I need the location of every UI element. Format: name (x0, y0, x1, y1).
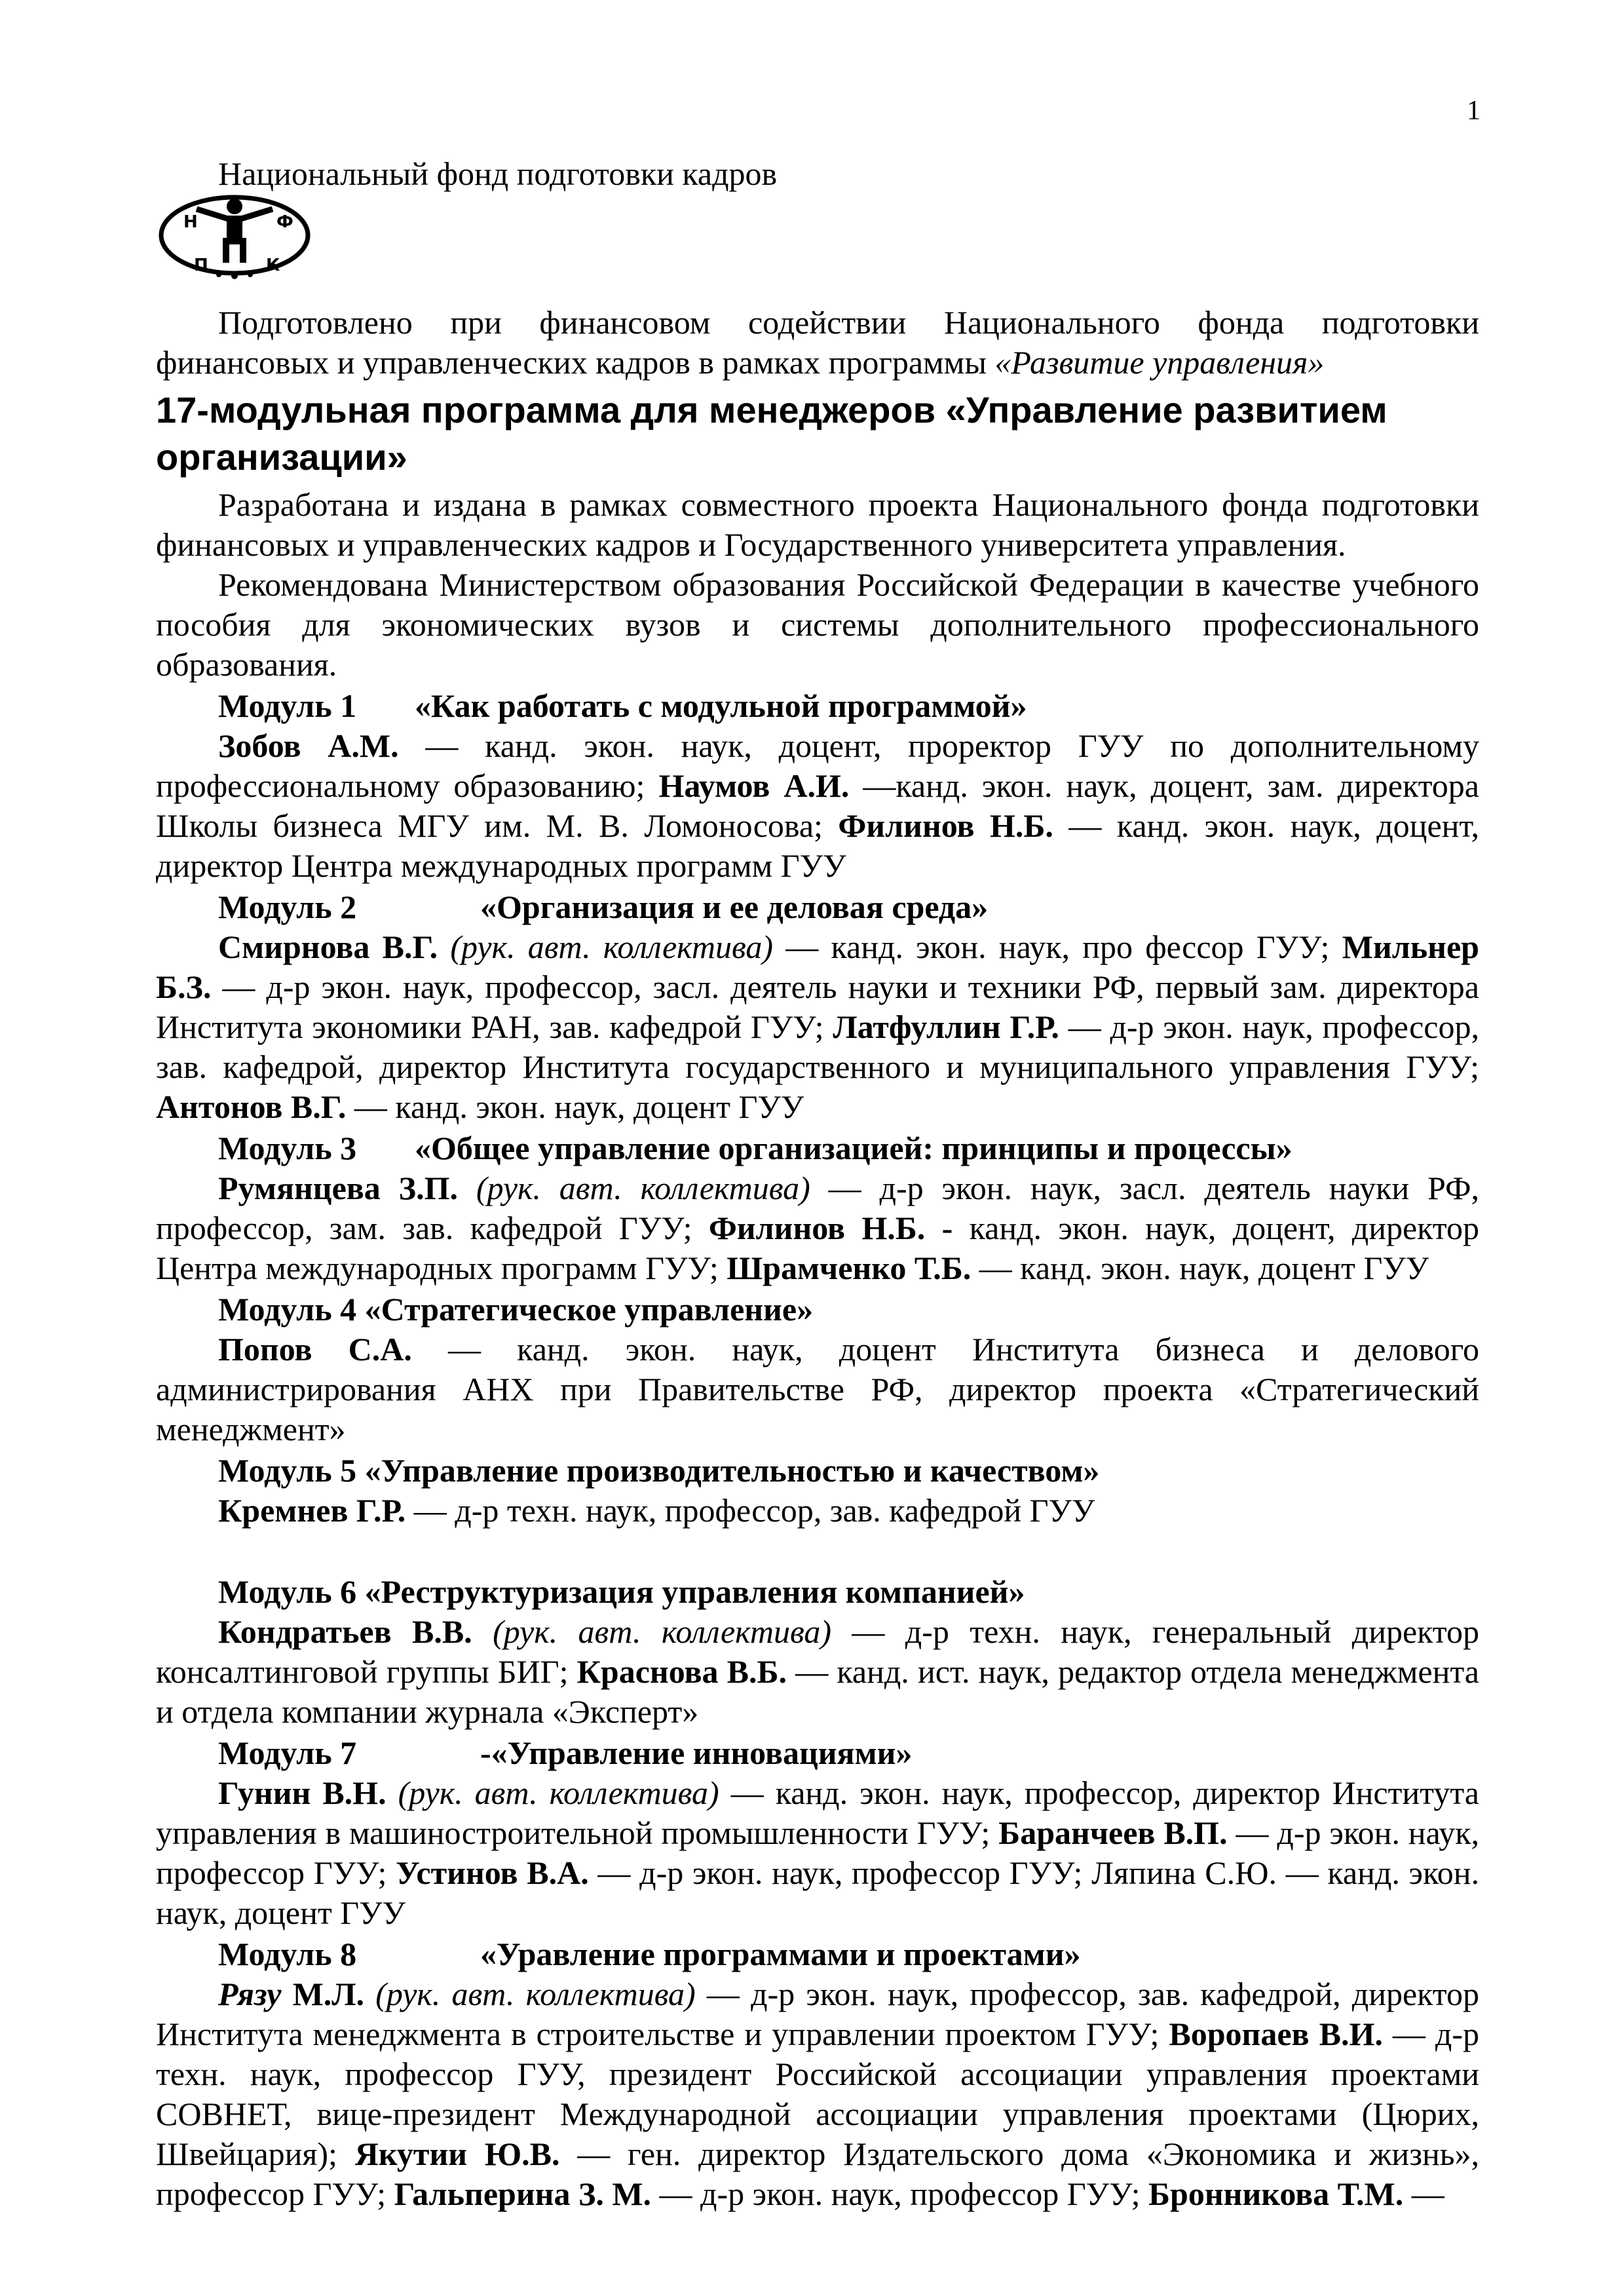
fund-logo (156, 187, 313, 284)
svg-text:Ф: Ф (276, 212, 293, 232)
developed-paragraph: Разработана и издана в рамках совместного проекта Национального фонда подготовки финансовых и управленческих кадров и Государственного университета управления. (156, 486, 1479, 563)
module-7-heading: Модуль 7 -«Управление инновациями» (218, 1734, 913, 1771)
module-2-authors: Смирнова В.Г. (рук. авт. коллектива) — канд. экон. наук, про фессор ГУУ; Мильнер Б.З. — д-р экон. наук, профессор, засл. деятель науки и техники РФ, первый зам. директора Института экономики РАН, зав. кафедрой ГУУ; Латфуллин Г.Р. — д-р экон. наук, профессор, зав. кафедрой, директор Института государственного и муниципального управления ГУУ; Антонов В.Г. — канд. экон. наук, доцент ГУУ (156, 928, 1480, 1125)
header-organization: Национальный фонд подготовки кадров (218, 155, 778, 192)
module-1-authors: Зобов А.М. — канд. экон. наук, доцент, проректор ГУУ по дополнительному профессиональному образованию; Наумов А.И. —канд. экон. наук, доцент, зам. директора Школы бизнеса МГУ им. М. В. Ломоносова; Филинов Н.Б. — канд. экон. наук, доцент, директор Центра международных программ ГУУ (156, 727, 1479, 884)
module-2-heading: Модуль 2 «Организация и ее деловая среда» (218, 889, 989, 925)
module-7-authors: Гунин В.Н. (рук. авт. коллектива) — канд. экон. наук, профессор, директор Института управления в машиностроительной промышленности ГУУ; Баранчеев В.П. — д-р экон. наук, профессор ГУУ; Устинов В.А. — д-р экон. наук, профессор ГУУ; Ляпина С.Ю. — канд. экон. наук, доцент ГУУ (156, 1774, 1480, 1931)
module-8-authors: Рязу М.Л. (рук. авт. коллектива) — д-р экон. наук, профессор, зав. кафедрой, директор Института менеджмента в строительстве и управлении проектом ГУУ; Воропаев В.И. — д-р техн. наук, профессор ГУУ, президент Российской ассоциации управления проектами СОВНЕТ, вице-президент Международной ассоциации управления проектами (Цюрих, Швейцария); Якутии Ю.В. — ген. директор Издательского дома «Экономика и жизнь», профессор ГУУ; Гальперина З. М. — д-р экон. наук, профессор ГУУ; Бронникова Т.М. — (156, 1976, 1480, 2212)
module-6-authors: Кондратьев В.В. (рук. авт. коллектива) — д-р техн. наук, генеральный директор консалтинговой группы БИГ; Краснова В.Б. — канд. ист. наук, редактор отдела менеджмента и отдела компании журнала «Эксперт» (156, 1613, 1480, 1730)
module-5-authors: Кремнев Г.Р. — д-р техн. наук, профессор, зав. кафедрой ГУУ (218, 1492, 1095, 1529)
module-4-heading: Модуль 4 «Стратегическое управление» (218, 1291, 814, 1328)
module-4-authors: Попов С.А. — канд. экон. наук, доцент Института бизнеса и делового администрирования АНХ при Правительстве РФ, директор проекта «Стратегический менеджмент» (156, 1331, 1479, 1447)
svg-text:П: П (194, 256, 208, 275)
document-title: 17-модульная программа для менеджеров «Управление развитием организации» (156, 389, 1388, 478)
page-number: 1 (1467, 96, 1481, 126)
intro-paragraph: Подготовлено при финансовом содействии Национального фонда подготовки финансовых и управленческих кадров в рамках программы «Развитие управления» (156, 304, 1479, 381)
blank-line (156, 1531, 1479, 1571)
module-3-heading: Модуль 3 «Общее управление организацией: принципы и процессы» (218, 1130, 1293, 1166)
svg-text:Н: Н (183, 212, 198, 232)
module-8-heading: Модуль 8 «Уравление программами и проектами» (218, 1936, 1081, 1972)
svg-text:К: К (266, 256, 280, 275)
recommended-paragraph: Рекомендована Министерством образования Российской Федерации в качестве учебного пособия для экономических вузов и системы дополнительного профессионального образования. (156, 566, 1479, 683)
module-3-authors: Румянцева З.П. (рук. авт. коллектива) — д-р экон. наук, засл. деятель науки РФ, профессор, зам. зав. кафедрой ГУУ; Филинов Н.Б. - канд. экон. наук, доцент, директор Центра международных программ ГУУ; Шрамченко Т.Б. — канд. экон. наук, доцент ГУУ (156, 1170, 1479, 1286)
module-5-heading: Модуль 5 «Управление производительностью и качеством» (218, 1452, 1100, 1489)
module-6-heading: Модуль 6 «Реструктуризация управления компанией» (218, 1573, 1025, 1610)
document-body (156, 303, 1479, 2214)
module-1-heading: Модуль 1 «Как работать с модульной программой» (218, 687, 1027, 724)
